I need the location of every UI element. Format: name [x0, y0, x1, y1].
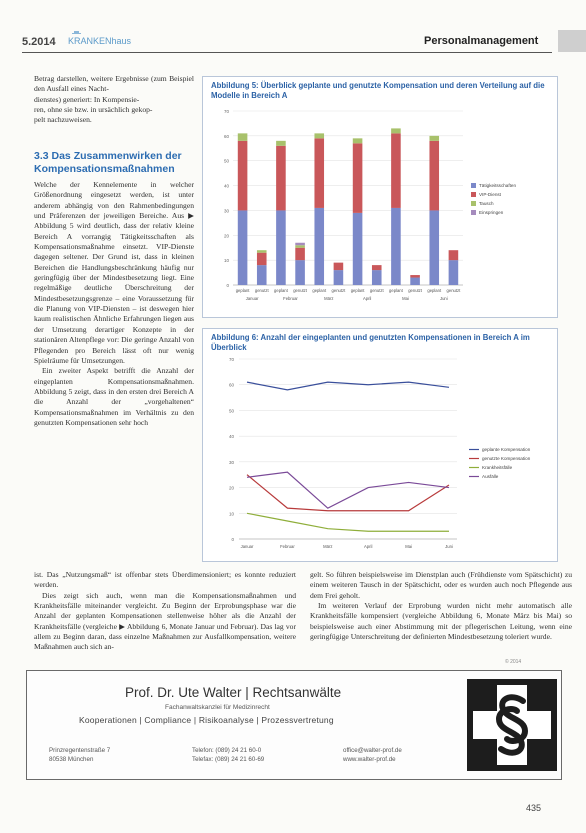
month-label: April — [362, 296, 372, 301]
legend-swatch — [471, 210, 476, 215]
bar-segment — [391, 128, 401, 133]
bar-segment — [238, 141, 248, 211]
bar-segment — [314, 208, 324, 285]
ad-fax: Telefax: (089) 24 21 60-69 — [192, 755, 265, 763]
header-rule — [22, 52, 552, 53]
bar-segment — [257, 253, 267, 265]
page-tab — [558, 30, 586, 52]
bar-segment — [314, 133, 324, 138]
x-tick-label: geplant — [427, 288, 442, 293]
x-tick-label: geplant — [312, 288, 327, 293]
paragraph: Betrag darstellen, weitere Ergebnisse (zum Beispiel den Ausfall eines Nacht- — [34, 74, 194, 94]
y-tick-label: 0 — [226, 283, 229, 288]
ad-address — [49, 747, 110, 764]
y-tick-label: 20 — [228, 485, 234, 491]
figure-6-title: Abbildung 6: Anzahl der eingeplanten und genutzten Kompensationen in Bereich A im Überblick — [211, 333, 530, 352]
magazine-logo — [68, 31, 132, 47]
legend-label: geplante Kompensation — [482, 447, 531, 452]
ad-services: Kooperationen | Compliance | Risikoanalyse | Prozessvertretung — [79, 715, 334, 725]
paragraph: pelt nachzuweisen. — [34, 115, 92, 125]
y-tick-label: 30 — [228, 459, 234, 465]
legend-label: Tätigkeitsschaften — [479, 183, 517, 188]
ad-address-city: 80538 München — [49, 755, 94, 763]
figure-5-chart — [203, 77, 557, 317]
x-tick-label: genutzt — [331, 288, 346, 293]
legend-label: Einspringen — [479, 210, 504, 215]
bar-segment — [295, 260, 305, 285]
ad-email-link[interactable]: office@walter-prof.de — [343, 747, 402, 754]
series-line — [247, 382, 449, 390]
y-tick-label: 70 — [228, 357, 234, 362]
bar-segment — [410, 278, 420, 285]
bar-segment — [449, 260, 459, 285]
y-tick-label: 0 — [231, 537, 234, 542]
bar-segment — [334, 270, 344, 285]
bar-segment — [295, 245, 305, 247]
x-tick-label: genutzt — [293, 288, 307, 293]
y-tick-label: 40 — [228, 434, 234, 440]
paragraph: ist. Das „Nutzungsmaß“ ist offenbar stets Überdimensioniert; es konnte reduziert werden. — [34, 570, 296, 590]
bar-segment — [238, 133, 248, 140]
bar-segment — [334, 263, 344, 270]
bar-segment — [276, 210, 286, 285]
law-firm-advertisement — [26, 670, 562, 780]
left-column-body — [34, 180, 194, 428]
series-line — [247, 513, 449, 531]
paragraph: ren, ohne sie bzw. in ursächlich gekop- — [34, 105, 153, 115]
y-tick-label: 20 — [223, 233, 229, 239]
legend-label: VIP-Dienst — [479, 192, 501, 197]
ad-firm-name: Prof. Dr. Ute Walter | Rechtsanwälte — [125, 685, 342, 700]
paragraph: Welche der Kennelemente in welcher Größenordnung eingesetzt werden, ist unter anderem abhängig von den Rahmenbedingungen und Präferenzen der jeweiligen Bereiche. Aus ▶ Abbildung 5 wird deutlich, dass der relativ kleine Bereich A vorrangig Tätigkeitsschaften als Kompensationsmaßnahme einsetzt. VIP-Dienste dagegen seltener. Der Grund ist, dass in kleinen Bereichen die Handlungsbeschränkung häufig nur geringfügig über der Mindestbesetzung liegt. Eine regelmäßige deutliche Überschreitung der Mindestbesetzungsgrenze – eine Voraussetzung für die Planung von VIP-Diensten – ist deswegen hier kaum realistischen Ähnliche Erfahrungen liegen aus der Umsetzung derartiger Konzepte in der stationären Altenpflege vor: Die geringe Anzahl von Pflegenden pro Bereich lässt oft nur wenig Spielräume für Umsetzungen. — [34, 180, 194, 365]
legend-label: Tausch — [479, 201, 494, 206]
series-line — [247, 475, 449, 511]
issue-date: 5.2014 — [22, 36, 56, 48]
legend-label: Krankheitsfälle — [482, 465, 513, 470]
bar-segment — [353, 143, 363, 213]
bar-segment — [429, 210, 439, 285]
bar-segment — [353, 213, 363, 285]
x-tick-label: genutzt — [254, 288, 269, 293]
bottom-right-column — [310, 570, 572, 642]
ad-contact-block[interactable] — [343, 747, 402, 764]
bar-segment — [353, 138, 363, 143]
figure-6-chart — [203, 329, 557, 561]
ad-web-link[interactable]: www.walter-prof.de — [343, 755, 396, 763]
y-tick-label: 70 — [223, 109, 229, 114]
y-tick-label: 50 — [228, 408, 234, 414]
x-tick-label: geplant — [274, 288, 288, 293]
bar-segment — [410, 275, 420, 277]
paragraph-sign-logo — [467, 679, 557, 771]
copyright-mark: © 2014 — [505, 659, 522, 665]
x-tick-label: Februar — [280, 544, 295, 549]
bar-segment — [257, 265, 267, 285]
bar-segment — [372, 265, 382, 270]
y-tick-label: 60 — [223, 133, 229, 139]
ad-subtitle: Fachanwaltskanzlei für Medizinrecht — [165, 704, 270, 711]
bar-segment — [449, 250, 459, 260]
month-label: Februar — [283, 296, 298, 301]
paragraph: gelt. So führen beispielsweise im Dienstplan auch (Frühdienste vom Spätschicht) zu einem weiteren Tausch in der Spätschicht, oder es wurden auch noch Pflegende aus dem Frei geholt. — [310, 570, 572, 600]
ad-address-street: Prinzregentenstraße 7 — [49, 747, 111, 754]
bar-segment — [257, 250, 267, 252]
paragraph: Dies zeigt sich auch, wenn man die Kompensationsmaßnahmen und Krankheitsfälle miteinander vergleicht. Zu Beginn der Erprobungsphase war die Anzahl der geplanten Kompensationen stellenweise höher als die Anzahl der Krankheitsfälle (vergleiche ▶ Abbildung 6, Monate Januar und Februar). Das lag vor allem zu Beginn daran, dass einzelne Maßnahmen zur Ausfallkompensation, weitere Maßnahmen auch sich an- — [34, 590, 296, 652]
left-column-intro — [34, 74, 194, 126]
figure-5 — [202, 76, 558, 318]
bar-segment — [276, 146, 286, 211]
legend-swatch — [471, 183, 476, 188]
y-tick-label: 60 — [228, 382, 234, 388]
page-number: 435 — [526, 803, 542, 813]
paragraph: Ein zweiter Aspekt betrifft die Anzahl der eingeplanten Kompensationsmaßnahmen. Abbildung 5 zeigt, dass in den ersten drei Bereich A die Anzahl der „vorgehaltenen“ Kompensationsmaßnahmen im Verhältnis zu den genutzten Kompensationen sehr hoch — [34, 366, 194, 427]
month-label: Juni — [439, 296, 448, 301]
figure-5-title: Abbildung 5: Überblick geplante und genutzte Kompensation und deren Verteilung auf die Modelle in Bereich A — [211, 81, 545, 100]
legend-label: Ausfälle — [482, 474, 499, 479]
x-tick-label: genutzt — [408, 288, 422, 293]
bar-segment — [429, 141, 439, 211]
svg-text:KRANKENhaus: KRANKENhaus — [68, 36, 132, 46]
bar-segment — [391, 208, 401, 285]
x-tick-label: Mai — [405, 544, 412, 549]
bar-segment — [391, 133, 401, 208]
figure-6 — [202, 328, 558, 562]
x-tick-label: geplant — [235, 288, 250, 293]
x-tick-label: Januar — [240, 544, 254, 549]
x-tick-label: genutzt — [446, 288, 461, 293]
ad-phone-block — [192, 747, 264, 764]
section-title: Personalmanagement — [424, 35, 539, 47]
bar-segment — [372, 270, 382, 285]
legend-swatch — [471, 192, 476, 197]
bar-segment — [238, 210, 248, 285]
y-tick-label: 30 — [223, 208, 229, 214]
bar-segment — [295, 243, 305, 245]
y-tick-label: 10 — [223, 258, 229, 264]
x-tick-label: April — [364, 544, 373, 549]
legend-label: genutzte Kompensation — [482, 456, 531, 461]
y-tick-label: 10 — [228, 511, 234, 517]
x-tick-label: März — [323, 544, 333, 549]
bar-segment — [276, 141, 286, 146]
y-tick-label: 40 — [223, 183, 229, 189]
bottom-left-column — [34, 570, 296, 653]
bar-segment — [314, 138, 324, 208]
paragraph: dienstes) generiert: In Kompensie- — [34, 94, 140, 104]
x-tick-label: geplant — [389, 288, 403, 293]
x-tick-label: Juni — [445, 544, 453, 549]
month-label: Mai — [402, 296, 409, 301]
month-label: März — [324, 296, 334, 301]
ad-phone: Telefon: (089) 24 21 60-0 — [192, 747, 262, 754]
y-tick-label: 50 — [223, 158, 229, 164]
legend-swatch — [471, 201, 476, 206]
bar-segment — [295, 248, 305, 260]
bar-segment — [429, 136, 439, 141]
series-line — [247, 472, 449, 508]
x-tick-label: genutzt — [369, 288, 384, 293]
x-tick-label: geplant — [350, 288, 365, 293]
paragraph: Im weiteren Verlauf der Erprobung wurden nicht mehr automatisch alle Krankheitsfälle kompensiert (vergleiche Abbildung 6, Monate März bis Mai) so beispielsweise auch einer Abstimmung mit der pflegerischen Leitung, wenn eine geringfügige Unterschreitung der definierten Mindestbesetzung toleriert wurde. — [310, 601, 572, 642]
section-heading: 3.3 Das Zusammenwirken der Kompensationsmaßnahmen — [34, 150, 182, 175]
month-label: Januar — [245, 296, 259, 301]
